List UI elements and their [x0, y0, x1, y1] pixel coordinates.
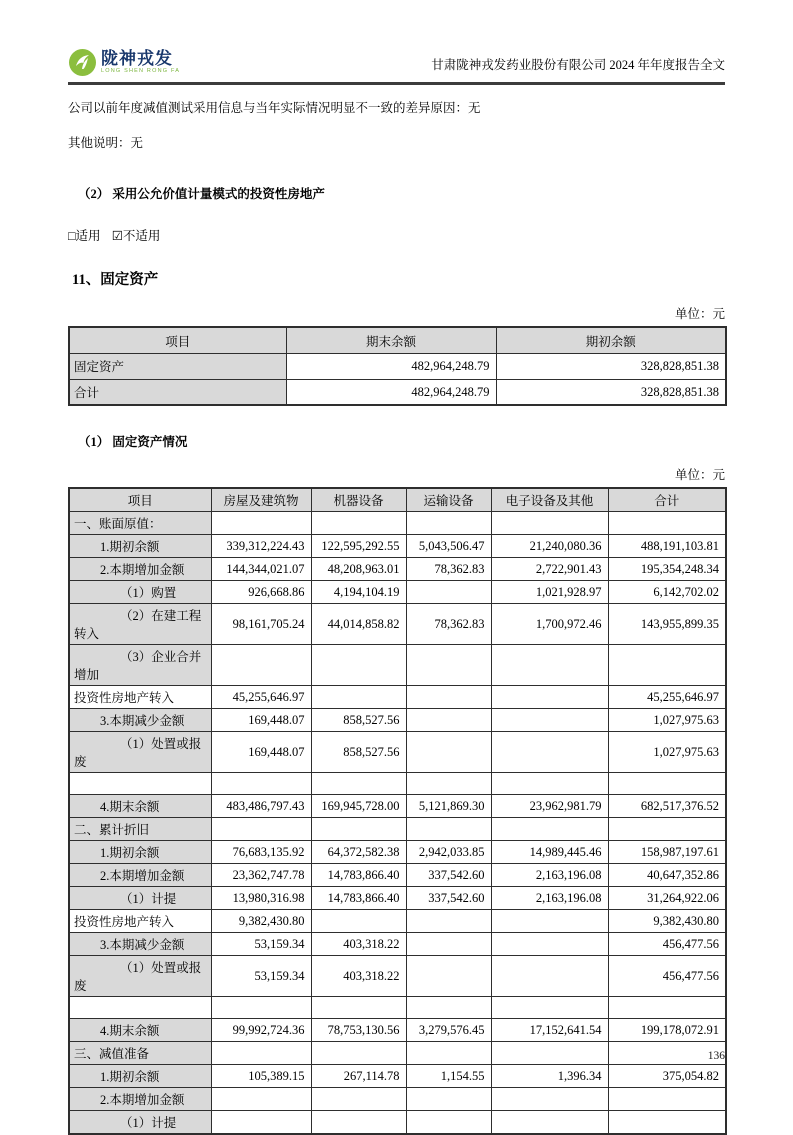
- cell-value: [406, 997, 491, 1019]
- cell-value: [491, 645, 608, 686]
- cell-value: [211, 773, 311, 795]
- row-label: 1.期初余额: [69, 535, 211, 558]
- cell-value: 2,163,196.08: [491, 887, 608, 910]
- cell-value: 13,980,316.98: [211, 887, 311, 910]
- fixed-assets-detail-table: [68, 487, 727, 1135]
- cell-value: 78,362.83: [406, 604, 491, 645]
- applicability-line: [68, 226, 725, 244]
- row-label: 投资性房地产转入: [69, 910, 211, 933]
- cell-value: 78,753,130.56: [311, 1019, 406, 1042]
- unit-label-detail: 单位：元: [674, 468, 725, 483]
- cell-value: 1,027,975.63: [608, 732, 726, 773]
- cell-value: [311, 997, 406, 1019]
- cell-value: [406, 581, 491, 604]
- cell-value: [311, 1088, 406, 1111]
- cell-value: [491, 686, 608, 709]
- cell-value: 14,783,866.40: [311, 864, 406, 887]
- cell-value: [608, 818, 726, 841]
- table-row: [69, 512, 726, 535]
- unit-label-summary: 单位：元: [674, 307, 725, 322]
- table-row: [69, 887, 726, 910]
- cell-value: 64,372,582.38: [311, 841, 406, 864]
- cell-value: [311, 686, 406, 709]
- cell-value: [211, 1111, 311, 1135]
- table-header-row: [69, 327, 726, 353]
- cell-value: [491, 818, 608, 841]
- cell-value: [311, 1042, 406, 1065]
- spacer-row: [69, 773, 726, 795]
- page-header: [68, 0, 725, 77]
- column-header: 运输设备: [406, 488, 491, 512]
- cell-value: 4,194,104.19: [311, 581, 406, 604]
- table-row: [69, 379, 726, 405]
- cell-value: 456,477.56: [608, 933, 726, 956]
- cell-value: 105,389.15: [211, 1065, 311, 1088]
- cell-value: 31,264,922.06: [608, 887, 726, 910]
- cell-value: [491, 773, 608, 795]
- cell-value: 14,989,445.46: [491, 841, 608, 864]
- cell-value: 328,828,851.38: [496, 379, 726, 405]
- cell-value: 40,647,352.86: [608, 864, 726, 887]
- cell-value: 9,382,430.80: [608, 910, 726, 933]
- cell-value: 488,191,103.81: [608, 535, 726, 558]
- table-row: [69, 535, 726, 558]
- checkbox-not-applicable: ☑不适用: [111, 229, 161, 244]
- cell-value: 328,828,851.38: [496, 353, 726, 379]
- table-row: [69, 956, 726, 997]
- cell-value: [211, 1042, 311, 1065]
- cell-value: [491, 997, 608, 1019]
- row-label: 三、减值准备: [69, 1042, 211, 1065]
- cell-value: 78,362.83: [406, 558, 491, 581]
- row-label: [69, 773, 211, 795]
- cell-value: 337,542.60: [406, 864, 491, 887]
- cell-value: 144,344,021.07: [211, 558, 311, 581]
- cell-value: 267,114.78: [311, 1065, 406, 1088]
- table-row: [69, 864, 726, 887]
- row-label: （2）在建工程转入: [69, 604, 211, 645]
- column-header: 合计: [608, 488, 726, 512]
- header-divider: [68, 82, 725, 85]
- cell-value: [491, 933, 608, 956]
- table-row: [69, 1042, 726, 1065]
- cell-value: [406, 732, 491, 773]
- spacer-row: [69, 997, 726, 1019]
- row-label: 二、累计折旧: [69, 818, 211, 841]
- heading-fixed-assets-detail: （1） 固定资产情况: [78, 435, 188, 450]
- cell-value: 9,382,430.80: [211, 910, 311, 933]
- cell-value: 169,448.07: [211, 709, 311, 732]
- row-label: 3.本期减少金额: [69, 933, 211, 956]
- cell-value: [491, 1088, 608, 1111]
- checkbox-applicable: □适用: [68, 229, 101, 244]
- cell-value: 17,152,641.54: [491, 1019, 608, 1042]
- table-row: [69, 353, 726, 379]
- cell-value: 3,279,576.45: [406, 1019, 491, 1042]
- cell-value: 339,312,224.43: [211, 535, 311, 558]
- cell-value: 482,964,248.79: [286, 353, 496, 379]
- cell-value: [491, 512, 608, 535]
- cell-value: [491, 1042, 608, 1065]
- cell-value: 23,962,981.79: [491, 795, 608, 818]
- row-label: 2.本期增加金额: [69, 1088, 211, 1111]
- cell-value: 858,527.56: [311, 709, 406, 732]
- cell-value: 21,240,080.36: [491, 535, 608, 558]
- cell-value: [608, 997, 726, 1019]
- cell-value: 76,683,135.92: [211, 841, 311, 864]
- cell-value: 403,318.22: [311, 956, 406, 997]
- table-row: [69, 581, 726, 604]
- cell-value: [406, 709, 491, 732]
- cell-value: 53,159.34: [211, 956, 311, 997]
- table-row: [69, 558, 726, 581]
- logo-company-name-en: LONG SHEN RONG FA: [101, 68, 181, 75]
- cell-value: 45,255,646.97: [211, 686, 311, 709]
- column-header: 期初余额: [496, 327, 726, 353]
- cell-value: [406, 686, 491, 709]
- page-number: 136: [707, 1050, 725, 1062]
- cell-value: 53,159.34: [211, 933, 311, 956]
- cell-value: 2,722,901.43: [491, 558, 608, 581]
- cell-value: 2,163,196.08: [491, 864, 608, 887]
- cell-value: [211, 818, 311, 841]
- table-row: [69, 1019, 726, 1042]
- table-row: [69, 1111, 726, 1135]
- cell-value: 5,121,869.30: [406, 795, 491, 818]
- row-label: 1.期初余额: [69, 841, 211, 864]
- cell-value: [406, 818, 491, 841]
- cell-value: 23,362,747.78: [211, 864, 311, 887]
- row-label: 3.本期减少金额: [69, 709, 211, 732]
- cell-value: 1,700,972.46: [491, 604, 608, 645]
- heading-investment-property: （2） 采用公允价值计量模式的投资性房地产: [78, 187, 325, 202]
- row-label: 一、账面原值：: [69, 512, 211, 535]
- cell-value: [211, 997, 311, 1019]
- row-label: （1）计提: [69, 887, 211, 910]
- row-label: 4.期末余额: [69, 795, 211, 818]
- cell-value: 45,255,646.97: [608, 686, 726, 709]
- cell-value: [211, 1088, 311, 1111]
- cell-value: 99,992,724.36: [211, 1019, 311, 1042]
- cell-value: 122,595,292.55: [311, 535, 406, 558]
- table-row: [69, 795, 726, 818]
- row-label: 1.期初余额: [69, 1065, 211, 1088]
- cell-value: 337,542.60: [406, 887, 491, 910]
- table-row: [69, 818, 726, 841]
- cell-value: 858,527.56: [311, 732, 406, 773]
- cell-value: [491, 956, 608, 997]
- heading-fixed-assets: 11、固定资产: [72, 272, 159, 289]
- column-header: 电子设备及其他: [491, 488, 608, 512]
- row-label: （1）购置: [69, 581, 211, 604]
- cell-value: [406, 1042, 491, 1065]
- table-row: [69, 686, 726, 709]
- logo-company-name: 陇神戎发: [101, 49, 173, 69]
- cell-value: 6,142,702.02: [608, 581, 726, 604]
- row-label: （3）企业合并增加: [69, 645, 211, 686]
- table-row: [69, 910, 726, 933]
- table-row: [69, 604, 726, 645]
- cell-value: [406, 1088, 491, 1111]
- table-row: [69, 841, 726, 864]
- cell-value: 1,027,975.63: [608, 709, 726, 732]
- cell-value: 199,178,072.91: [608, 1019, 726, 1042]
- cell-value: 5,043,506.47: [406, 535, 491, 558]
- document-title: 甘肃陇神戎发药业股份有限公司 2024 年年度报告全文: [431, 58, 725, 72]
- row-label: [69, 997, 211, 1019]
- cell-value: 48,208,963.01: [311, 558, 406, 581]
- row-label: （1）计提: [69, 1111, 211, 1135]
- column-header: 期末余额: [286, 327, 496, 353]
- cell-value: [311, 773, 406, 795]
- row-label: 2.本期增加金额: [69, 864, 211, 887]
- row-label: 合计: [69, 379, 286, 405]
- row-label: 4.期末余额: [69, 1019, 211, 1042]
- table-header-row: [69, 488, 726, 512]
- cell-value: 143,955,899.35: [608, 604, 726, 645]
- cell-value: [491, 709, 608, 732]
- row-label: 固定资产: [69, 353, 286, 379]
- row-label: 2.本期增加金额: [69, 558, 211, 581]
- cell-value: [406, 1111, 491, 1135]
- logo-mark-icon: [68, 48, 97, 77]
- cell-value: 456,477.56: [608, 956, 726, 997]
- cell-value: [311, 910, 406, 933]
- cell-value: 483,486,797.43: [211, 795, 311, 818]
- cell-value: 169,945,728.00: [311, 795, 406, 818]
- cell-value: [406, 956, 491, 997]
- column-header: 机器设备: [311, 488, 406, 512]
- cell-value: 98,161,705.24: [211, 604, 311, 645]
- table-row: [69, 933, 726, 956]
- table-row: [69, 1088, 726, 1111]
- cell-value: 926,668.86: [211, 581, 311, 604]
- row-label: （1）处置或报废: [69, 956, 211, 997]
- cell-value: 682,517,376.52: [608, 795, 726, 818]
- cell-value: [491, 732, 608, 773]
- cell-value: [608, 1111, 726, 1135]
- cell-value: [311, 645, 406, 686]
- table-row: [69, 1065, 726, 1088]
- cell-value: 1,396.34: [491, 1065, 608, 1088]
- company-logo: [68, 48, 180, 77]
- cell-value: [211, 512, 311, 535]
- cell-value: [406, 773, 491, 795]
- column-header: 房屋及建筑物: [211, 488, 311, 512]
- cell-value: 2,942,033.85: [406, 841, 491, 864]
- paragraph-impairment-reason: 公司以前年度减值测试采用信息与当年实际情况明显不一致的差异原因：无: [68, 101, 481, 115]
- cell-value: [406, 512, 491, 535]
- paragraph-other-notes: 其他说明：无: [68, 136, 144, 151]
- column-header: 项目: [69, 327, 286, 353]
- cell-value: [211, 645, 311, 686]
- cell-value: 44,014,858.82: [311, 604, 406, 645]
- fixed-assets-summary-table: [68, 326, 727, 406]
- row-label: 投资性房地产转入: [69, 686, 211, 709]
- row-label: （1）处置或报废: [69, 732, 211, 773]
- cell-value: 403,318.22: [311, 933, 406, 956]
- cell-value: [406, 910, 491, 933]
- cell-value: 169,448.07: [211, 732, 311, 773]
- table-row: [69, 732, 726, 773]
- cell-value: 375,054.82: [608, 1065, 726, 1088]
- cell-value: [608, 1088, 726, 1111]
- cell-value: [608, 773, 726, 795]
- cell-value: [491, 1111, 608, 1135]
- cell-value: [608, 645, 726, 686]
- cell-value: 14,783,866.40: [311, 887, 406, 910]
- cell-value: [406, 933, 491, 956]
- cell-value: [406, 645, 491, 686]
- column-header: 项目: [69, 488, 211, 512]
- cell-value: [608, 512, 726, 535]
- table-row: [69, 645, 726, 686]
- table-row: [69, 709, 726, 732]
- cell-value: 1,154.55: [406, 1065, 491, 1088]
- cell-value: [311, 512, 406, 535]
- cell-value: [311, 818, 406, 841]
- cell-value: 195,354,248.34: [608, 558, 726, 581]
- cell-value: 1,021,928.97: [491, 581, 608, 604]
- cell-value: 482,964,248.79: [286, 379, 496, 405]
- cell-value: 158,987,197.61: [608, 841, 726, 864]
- cell-value: [491, 910, 608, 933]
- cell-value: [311, 1111, 406, 1135]
